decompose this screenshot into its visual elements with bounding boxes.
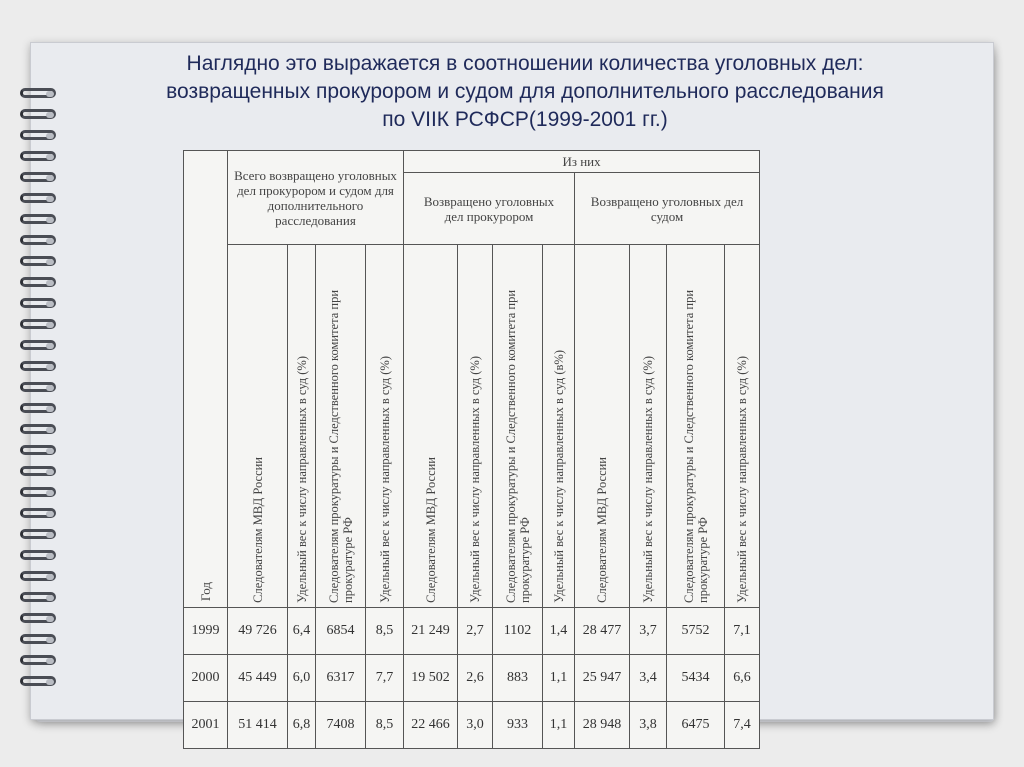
table-cell: 21 249: [404, 608, 458, 655]
table-cell: 2,6: [458, 655, 493, 702]
group-header-of-them: Из них: [404, 151, 760, 173]
table-cell: 5434: [667, 655, 725, 702]
column-header: Удельный вес к числу направленных в суд (%): [458, 245, 493, 608]
spiral-ring: [10, 109, 58, 123]
table-cell: 19 502: [404, 655, 458, 702]
spiral-ring: [10, 676, 58, 690]
table-row: [184, 608, 760, 655]
table-cell: 6,4: [288, 608, 316, 655]
table-cell: 51 414: [228, 702, 288, 749]
spiral-ring: [10, 550, 58, 564]
spiral-ring: [10, 382, 58, 396]
year-cell: 1999: [184, 608, 228, 655]
table-cell: 7408: [316, 702, 366, 749]
column-header: Удельный вес к числу направленных в суд (%): [725, 245, 760, 608]
subgroup-header-prosecutor: Возвращено уголовных дел прокурором: [404, 173, 575, 245]
table-cell: 3,8: [630, 702, 667, 749]
table-cell: 6317: [316, 655, 366, 702]
table-cell: 6475: [667, 702, 725, 749]
statistics-table: [183, 150, 760, 749]
spiral-ring: [10, 592, 58, 606]
table-cell: 3,7: [630, 608, 667, 655]
spiral-ring: [10, 424, 58, 438]
table-cell: 2,7: [458, 608, 493, 655]
table-cell: 5752: [667, 608, 725, 655]
table-cell: 6,6: [725, 655, 760, 702]
title-line: возвращенных прокурором и судом для дополнительного расследования: [166, 80, 884, 103]
table-cell: 6854: [316, 608, 366, 655]
subgroup-header-court: Возвращено уголовных дел судом: [575, 173, 760, 245]
spiral-ring: [10, 487, 58, 501]
column-header: Удельный вес к числу направленных в суд (в%): [543, 245, 575, 608]
table-cell: 8,5: [366, 702, 404, 749]
group-header-total: Всего возвращено уголовных дел прокурором и судом для дополнительного расследования: [228, 151, 404, 245]
title-line: Наглядно это выражается в соотношении количества уголовных дел:: [186, 52, 864, 75]
column-header: Следователям прокуратуры и Следственного комитета при прокуратуре РФ: [316, 245, 366, 608]
spiral-ring: [10, 529, 58, 543]
table-cell: 49 726: [228, 608, 288, 655]
spiral-ring: [10, 88, 58, 102]
column-header: Удельный вес к числу направленных в суд (%): [288, 245, 316, 608]
spiral-ring: [10, 214, 58, 228]
spiral-ring: [10, 277, 58, 291]
spiral-ring: [10, 508, 58, 522]
table-cell: 3,4: [630, 655, 667, 702]
column-header: Следователям МВД России: [228, 245, 288, 608]
column-header: Следователям прокуратуры и Следственного комитета при прокуратуре РФ: [493, 245, 543, 608]
column-header: Удельный вес к числу направленных в суд (%): [366, 245, 404, 608]
table-cell: 8,5: [366, 608, 404, 655]
spiral-ring: [10, 256, 58, 270]
table-cell: 25 947: [575, 655, 630, 702]
table-cell: 7,4: [725, 702, 760, 749]
column-header: Удельный вес к числу направленных в суд (%): [630, 245, 667, 608]
spiral-ring: [10, 235, 58, 249]
table-cell: 7,1: [725, 608, 760, 655]
spiral-ring: [10, 151, 58, 165]
year-cell: 2000: [184, 655, 228, 702]
table-cell: 28 948: [575, 702, 630, 749]
table-cell: 3,0: [458, 702, 493, 749]
spiral-ring: [10, 361, 58, 375]
table-cell: 6,0: [288, 655, 316, 702]
spiral-ring: [10, 655, 58, 669]
spiral-ring: [10, 634, 58, 648]
spiral-ring: [10, 130, 58, 144]
spiral-ring: [10, 193, 58, 207]
table-cell: 7,7: [366, 655, 404, 702]
table-cell: 883: [493, 655, 543, 702]
spiral-binding: [10, 88, 60, 688]
slide-title: [60, 50, 990, 134]
spiral-ring: [10, 403, 58, 417]
spiral-ring: [10, 340, 58, 354]
title-line: по VIIК РСФСР(1999-2001 гг.): [382, 108, 668, 131]
table-cell: 22 466: [404, 702, 458, 749]
table-cell: 1102: [493, 608, 543, 655]
column-header: Следователям МВД России: [404, 245, 458, 608]
spiral-ring: [10, 571, 58, 585]
year-column-header: Год: [184, 151, 228, 608]
table-row: [184, 702, 760, 749]
table-cell: 6,8: [288, 702, 316, 749]
table-cell: 1,1: [543, 655, 575, 702]
table-cell: 45 449: [228, 655, 288, 702]
year-cell: 2001: [184, 702, 228, 749]
table-cell: 1,1: [543, 702, 575, 749]
spiral-ring: [10, 298, 58, 312]
spiral-ring: [10, 172, 58, 186]
column-header: Следователям МВД России: [575, 245, 630, 608]
table-cell: 1,4: [543, 608, 575, 655]
spiral-ring: [10, 466, 58, 480]
spiral-ring: [10, 613, 58, 627]
table-cell: 28 477: [575, 608, 630, 655]
table-row: [184, 655, 760, 702]
table-cell: 933: [493, 702, 543, 749]
spiral-ring: [10, 445, 58, 459]
spiral-ring: [10, 319, 58, 333]
column-header: Следователям прокуратуры и Следственного комитета при прокуратуре РФ: [667, 245, 725, 608]
